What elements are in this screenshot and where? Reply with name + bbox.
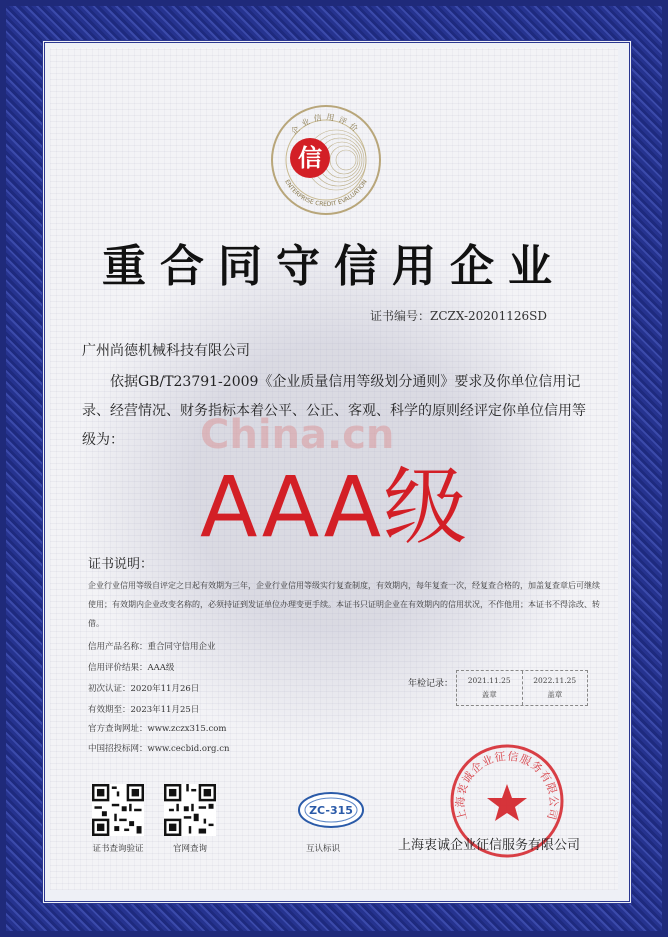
review-cell <box>522 671 588 705</box>
credit-grade: AAA级 <box>200 458 470 556</box>
review-stamp: 盖章 <box>481 690 497 699</box>
watermark: China.cn <box>200 412 395 458</box>
review-table <box>456 670 588 706</box>
zc315-text: ZC-315 <box>309 804 353 817</box>
logo-sub-text: ENTERPRISE CREDIT EVALUATION <box>283 178 369 209</box>
cert-qr-code[interactable] <box>92 784 144 836</box>
info-first-cert: 初次认证：2020年11月26日 <box>88 684 200 694</box>
evaluation-paragraph: 依据GB/T23791-2009《企业质量信用等级划分通则》要求及你单位信用记录、经营情况、财务指标本着公平、公正、客观、科学的原则经评定你单位信用等级为： <box>82 374 586 448</box>
cert-qr-caption: 证书查询验证 <box>92 844 144 854</box>
seal-arc-text: 上海衷诚企业征信服务有限公司 <box>453 749 561 822</box>
issuer-name: 上海衷诚企业征信服务有限公司 <box>398 838 581 853</box>
review-date: 2021.11.25 <box>467 676 511 685</box>
info-bid-site: 中国招投标网：www.cecbid.org.cn <box>88 744 230 754</box>
site-qr-code[interactable] <box>164 784 216 836</box>
notes-body: 企业行业信用等级自评定之日起有效期为三年，企业行业信用等级实行复查制度，有效期内，每年复查一次，经复查合格的，加盖复查章后可继续使用；有效期内企业改变名称的，必须持证到发证单位办理变更手续。本证书只证明企业在有效期内的信用状况，不作他用；本证书不得涂改、转借。 <box>88 581 600 628</box>
svg-text:企业信用评价 <box>289 112 363 137</box>
info-official-site: 官方查询网址：www.zczx315.com <box>88 724 227 734</box>
company-name: 广州尚德机械科技有限公司 <box>82 343 250 359</box>
info-result: 信用评价结果：AAA级 <box>88 663 175 673</box>
seal-star-icon <box>487 784 527 821</box>
credit-evaluation-logo <box>268 102 384 218</box>
notes-title: 证书说明： <box>88 557 154 572</box>
logo-char: 信 <box>298 143 322 172</box>
logo-arc-text: 企业信用评价 <box>289 112 363 137</box>
zc315-caption: 互认标识 <box>306 844 341 854</box>
review-cell <box>457 671 522 705</box>
info-valid-until: 有效期至：2023年11月25日 <box>88 705 200 715</box>
certificate-title: 重合同守信用企业 <box>102 241 566 292</box>
review-label: 年检记录： <box>408 679 454 689</box>
site-qr-caption: 官网查询 <box>172 844 207 854</box>
review-stamp: 盖章 <box>547 690 563 699</box>
certificate-number: 证书编号：ZCZX-20201126SD <box>370 309 547 323</box>
review-date: 2022.11.25 <box>533 676 577 685</box>
info-product: 信用产品名称：重合同守信用企业 <box>88 642 216 652</box>
zc315-mark <box>296 790 366 830</box>
